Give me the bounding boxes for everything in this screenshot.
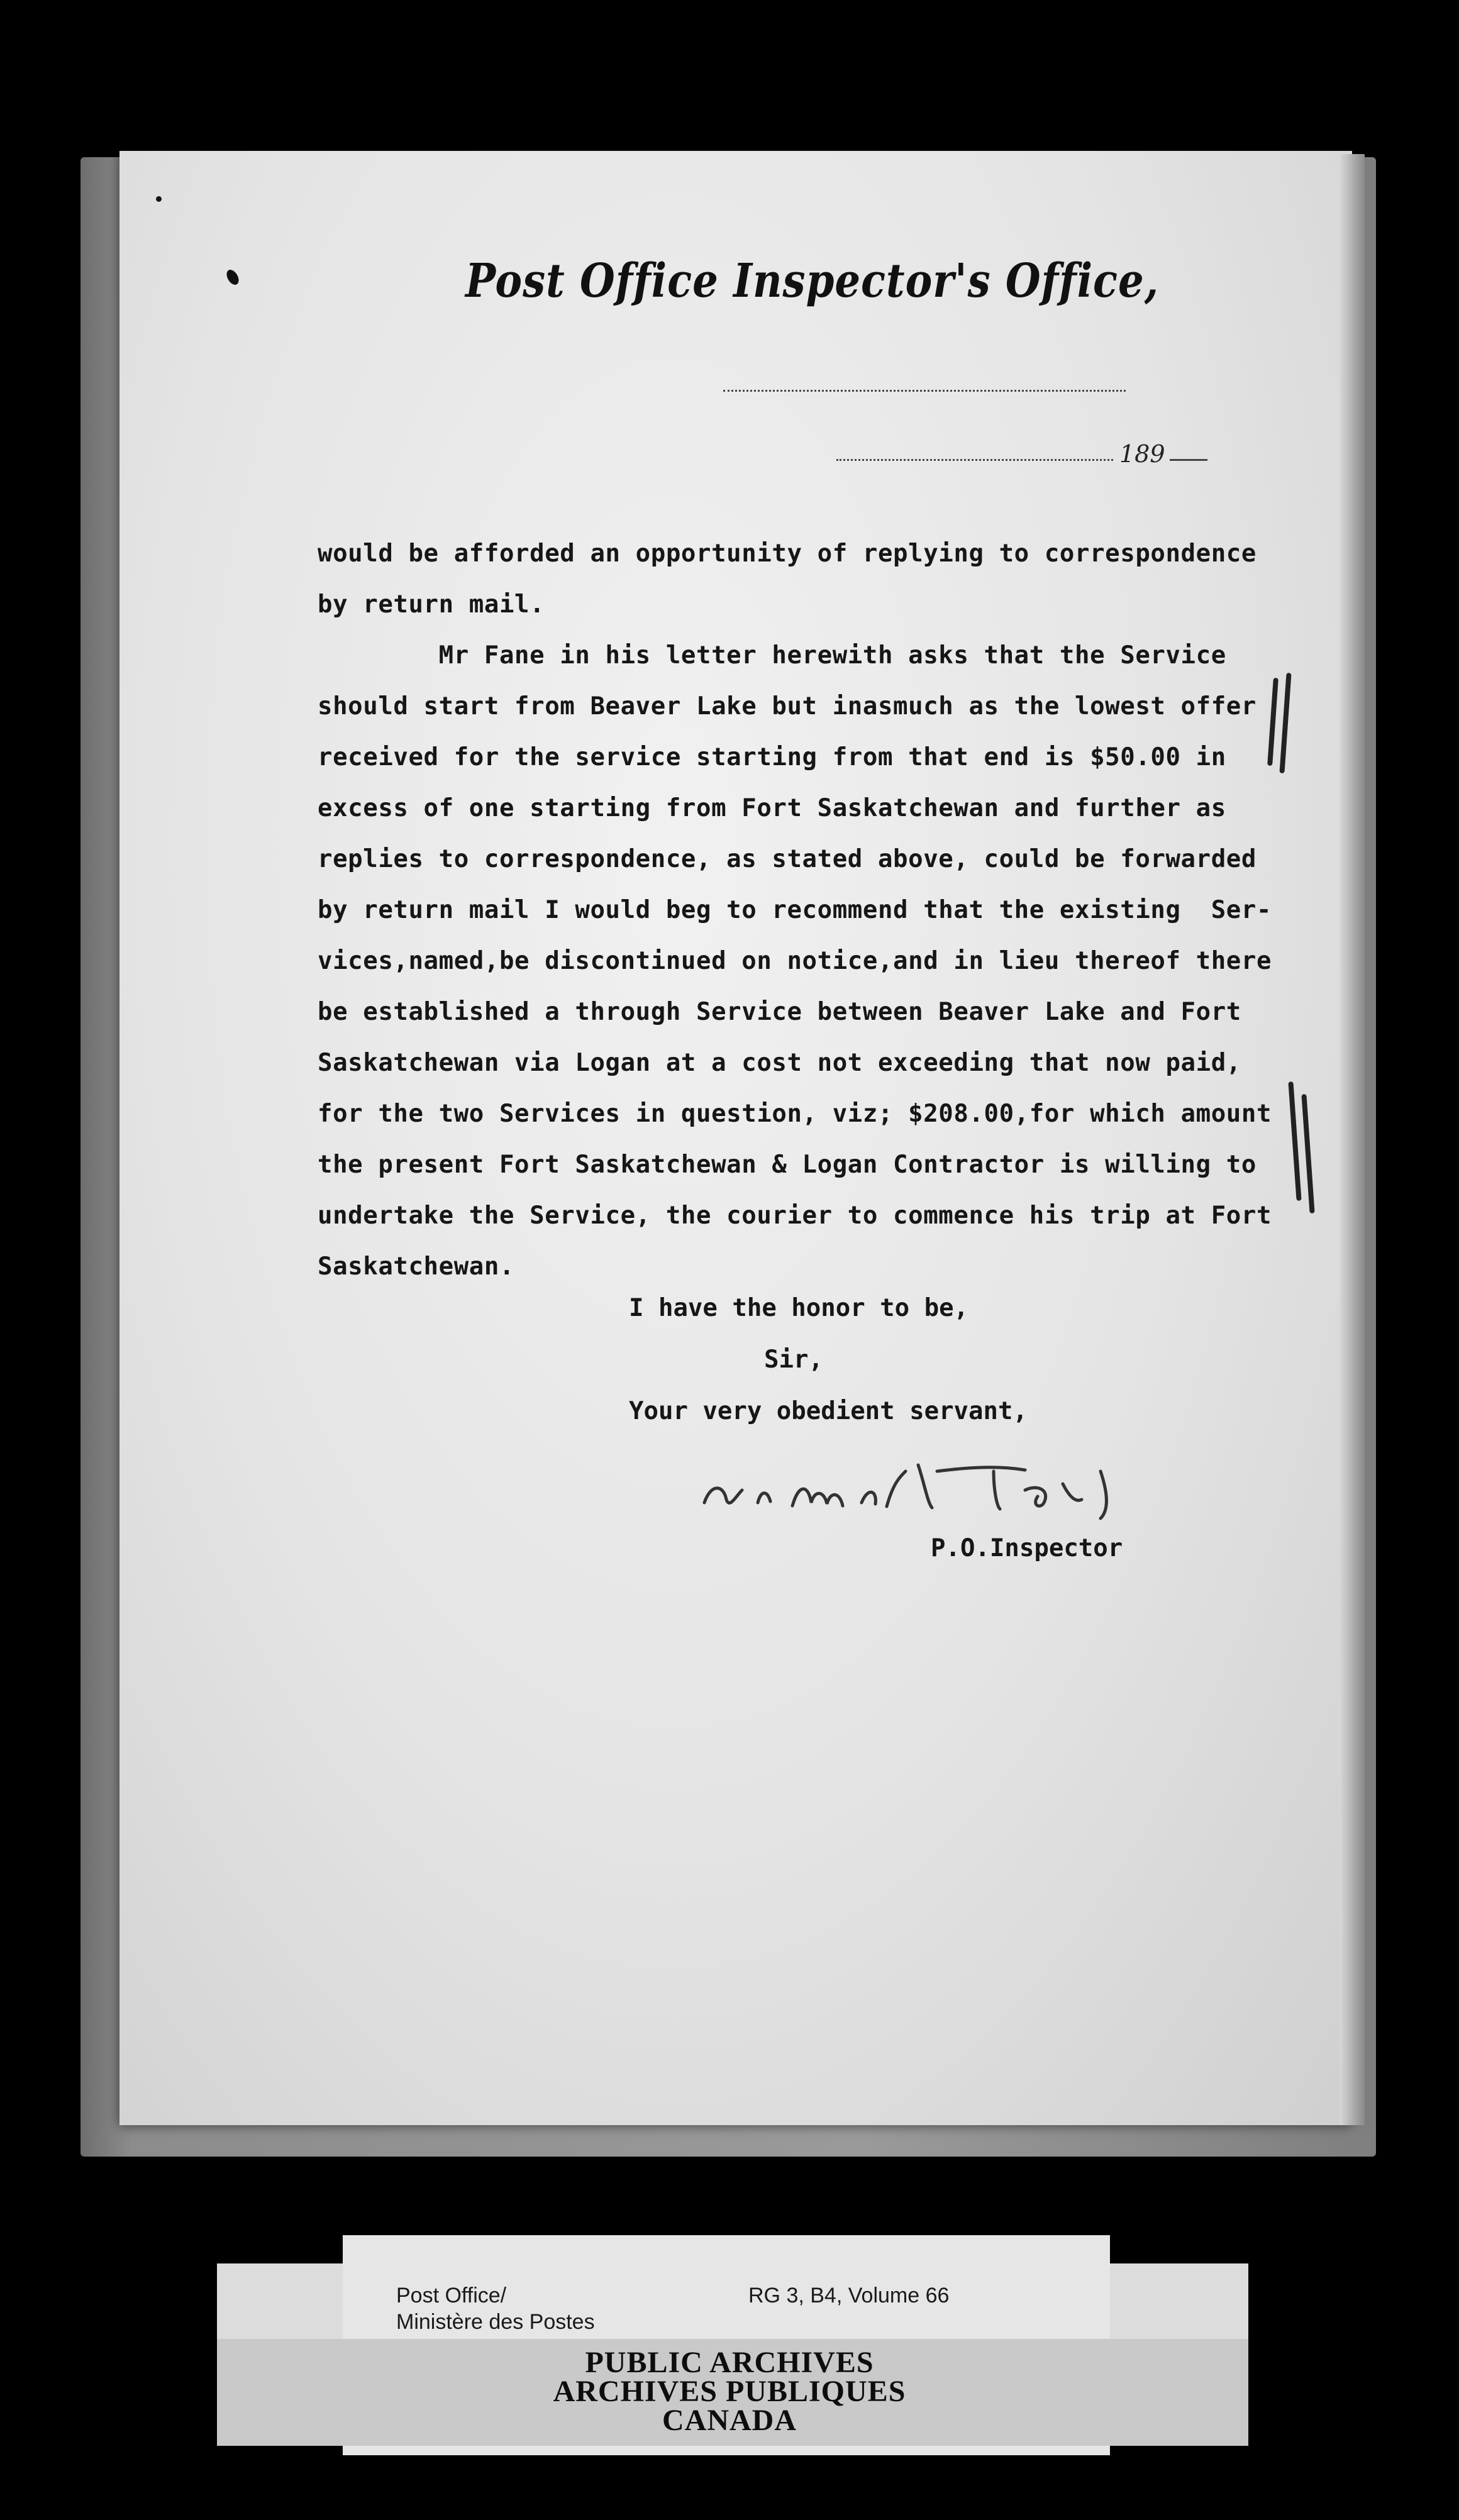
- closing-salutation: Sir,: [764, 1346, 823, 1374]
- body-line: excess of one starting from Fort Saskatchewan and further as: [318, 794, 1226, 822]
- date-year: 189: [1119, 440, 1165, 468]
- body-line: replies to correspondence, as stated above, could be forwarded: [318, 845, 1257, 873]
- date-line: [836, 440, 1207, 472]
- archive-stamp-line: ARCHIVES PUBLIQUES: [553, 2375, 906, 2408]
- handwritten-signature: [698, 1446, 1176, 1522]
- body-line: undertake the Service, the courier to commence his trip at Fort: [318, 1202, 1272, 1230]
- body-line: received for the service starting from that end is $50.00 in: [318, 743, 1226, 771]
- archive-stamp-line: PUBLIC ARCHIVES: [585, 2346, 874, 2379]
- archive-stamp: [491, 2348, 968, 2435]
- closing-line: I have the honor to be,: [629, 1294, 969, 1322]
- body-line: Mr Fane in his letter herewith asks that the Service: [318, 641, 1226, 670]
- signatory-title: P.O.Inspector: [931, 1534, 1123, 1562]
- body-line: Saskatchewan.: [318, 1252, 515, 1281]
- body-line: by return mail.: [318, 590, 545, 619]
- page-edge: [1340, 154, 1365, 2125]
- body-line: by return mail I would beg to recommend that the existing Ser-: [318, 896, 1272, 924]
- archive-department: [396, 2282, 595, 2335]
- date-tail: [1170, 459, 1207, 461]
- body-line: would be afforded an opportunity of replying to correspondence: [318, 539, 1257, 568]
- letterhead: Post Office Inspector's Office,: [465, 254, 1159, 309]
- ink-speck: [156, 196, 162, 202]
- letter-body: [318, 528, 1286, 1292]
- archive-dept-line: Ministère des Postes: [396, 2310, 595, 2334]
- body-line: vices,named,be discontinued on notice,and in lieu thereof there: [318, 947, 1272, 975]
- body-line: should start from Beaver Lake but inasmuch as the lowest offer: [318, 692, 1257, 721]
- closing-block: [629, 1283, 1028, 1437]
- body-line: Saskatchewan via Logan at a cost not exceeding that now paid,: [318, 1049, 1241, 1077]
- date-dots: [836, 459, 1113, 461]
- body-line: the present Fort Saskatchewan & Logan Contractor is willing to: [318, 1151, 1257, 1179]
- archive-stamp-line: CANADA: [662, 2404, 797, 2437]
- header-rule: [723, 390, 1126, 392]
- body-line: for the two Services in question, viz; $208.00,for which amount: [318, 1100, 1272, 1128]
- archive-dept-line: Post Office/: [396, 2284, 507, 2307]
- closing-line: Your very obedient servant,: [629, 1397, 1028, 1425]
- body-line: be established a through Service between Beaver Lake and Fort: [318, 998, 1241, 1026]
- archive-reference: RG 3, B4, Volume 66: [748, 2284, 950, 2307]
